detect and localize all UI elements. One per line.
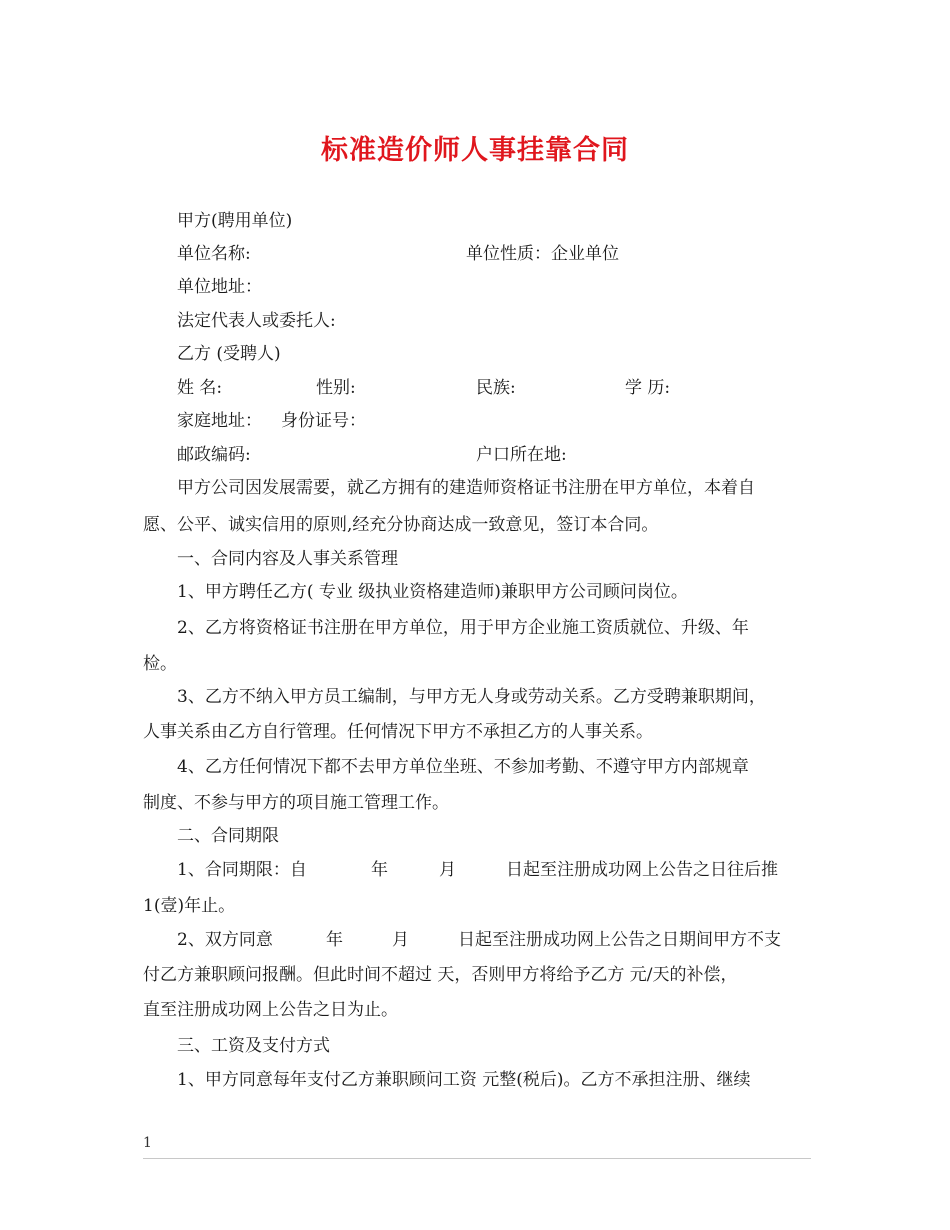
page-number: 1 [143, 1135, 152, 1151]
section-1-item-4-line-2: 制度、不参与甲方的项目施工管理工作。 [143, 793, 449, 813]
section-3-heading: 三、工资及支付方式 [177, 1036, 330, 1056]
name-label: 姓 名: [177, 378, 223, 398]
section-1-item-1: 1、甲方聘任乙方( 专业 级执业资格建造师)兼职甲方公司顾问岗位。 [177, 582, 688, 602]
ethnicity-label: 民族: [476, 378, 516, 398]
unit-nature: 单位性质：企业单位 [466, 244, 619, 264]
section-2-item-2-line-3: 直至注册成功网上公告之日为止。 [143, 1000, 398, 1020]
preamble-line-1: 甲方公司因发展需要，就乙方拥有的建造师资格证书注册在甲方单位，本着自 [177, 478, 755, 498]
section-2-item-1-year: 年 [371, 860, 388, 880]
section-2-item-2-line-2: 付乙方兼职顾问报酬。但此时间不超过 天，否则甲方将给予乙方 元/天的补偿， [143, 965, 738, 985]
section-1-item-3-line-2: 人事关系由乙方自行管理。任何情况下甲方不承担乙方的人事关系。 [143, 722, 653, 742]
education-label: 学 历: [625, 378, 671, 398]
section-1-heading: 一、合同内容及人事关系管理 [177, 549, 398, 569]
gender-label: 性别: [316, 378, 356, 398]
section-2-item-1-start: 1、合同期限：自 [177, 860, 307, 880]
section-1-item-2-line-2: 检。 [143, 654, 177, 674]
party-b-heading: 乙方 (受聘人) [177, 344, 281, 364]
section-2-item-1-month: 月 [439, 860, 456, 880]
section-2-item-2-start: 2、双方同意 [177, 930, 273, 950]
footer-divider [143, 1158, 811, 1159]
section-1-item-4-line-1: 4、乙方任何情况下都不去甲方单位坐班、不参加考勤、不遵守甲方内部规章 [177, 757, 749, 777]
section-2-item-2-rest: 日起至注册成功网上公告之日期间甲方不支 [458, 930, 781, 950]
document-title: 标准造价师人事挂靠合同 [321, 135, 629, 166]
id-label: 身份证号： [281, 411, 366, 431]
party-a-heading: 甲方(聘用单位) [177, 211, 293, 231]
section-2-item-1-line-2: 1(壹)年止。 [143, 896, 236, 916]
section-2-item-2-month: 月 [392, 930, 409, 950]
section-2-item-1-rest: 日起至注册成功网上公告之日往后推 [506, 860, 778, 880]
unit-address-label: 单位地址： [177, 277, 262, 297]
section-2-heading: 二、合同期限 [177, 826, 279, 846]
section-2-item-2-year: 年 [326, 930, 343, 950]
section-3-item-1: 1、甲方同意每年支付乙方兼职顾问工资 元整(税后)。乙方不承担注册、继续 [177, 1070, 751, 1090]
postal-code-label: 邮政编码: [177, 445, 251, 465]
unit-name-label: 单位名称: [177, 244, 251, 264]
section-1-item-3-line-1: 3、乙方不纳入甲方员工编制，与甲方无人身或劳动关系。乙方受聘兼职期间， [177, 687, 766, 707]
legal-rep-label: 法定代表人或委托人: [177, 311, 336, 331]
section-1-item-2-line-1: 2、乙方将资格证书注册在甲方单位，用于甲方企业施工资质就位、升级、年 [177, 618, 749, 638]
hukou-label: 户口所在地: [476, 445, 567, 465]
home-address-label: 家庭地址： [177, 411, 262, 431]
preamble-line-2: 愿、公平、诚实信用的原则,经充分协商达成一致意见，签订本合同。 [143, 515, 659, 535]
